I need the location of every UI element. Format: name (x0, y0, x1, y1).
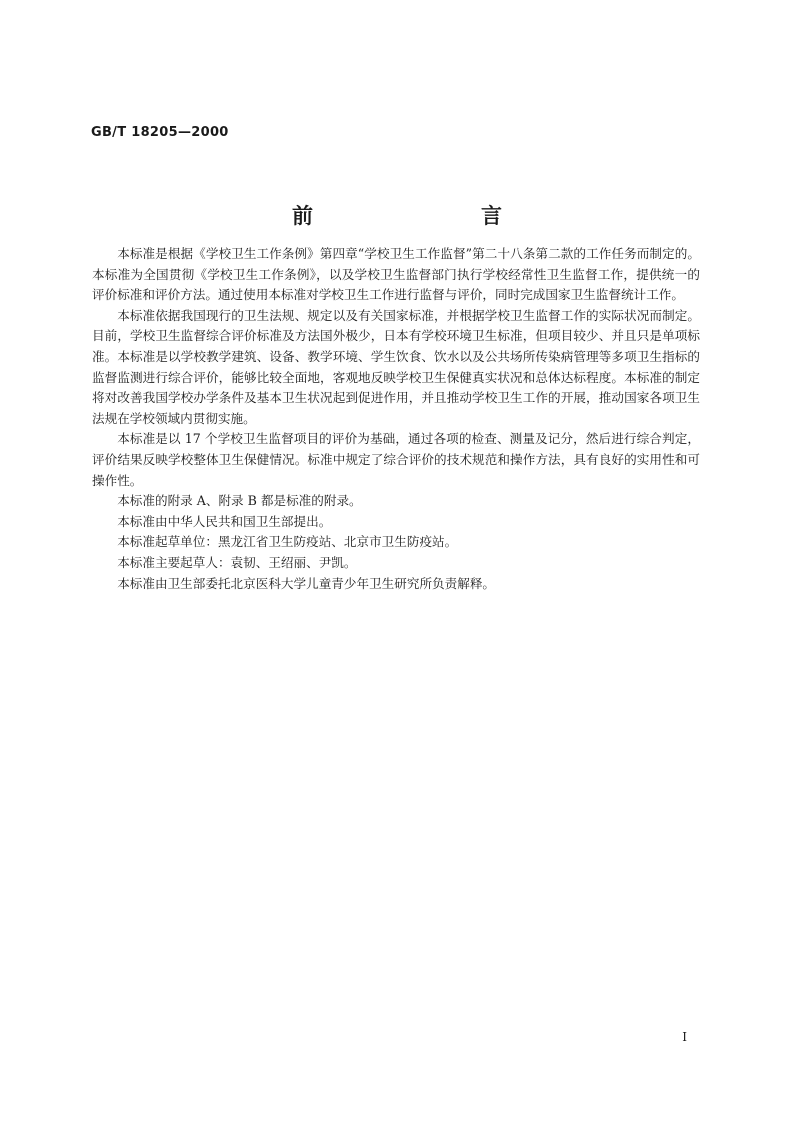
paragraph-3: 本标准是以 17 个学校卫生监督项目的评价为基础，通过各项的检查、测量及记分，然后进行综合判定，评价结果反映学校整体卫生保健情况。标准中规定了综合评价的技术规范和操作方法，具有良好的实用性和可操作性。 (92, 431, 700, 488)
paragraph-8: 本标准由卫生部委托北京医科大学儿童青少年卫生研究所负责解释。 (117, 575, 495, 591)
paragraph-5: 本标准由中华人民共和国卫生部提出。 (117, 513, 332, 529)
paragraph-4: 本标准的附录 A、附录 B 都是标准的附录。 (117, 493, 362, 509)
standard-code: GB/T 18205—2000 (91, 125, 229, 140)
paragraph-7: 本标准主要起草人：袁韧、王绍丽、尹凯。 (117, 554, 357, 570)
body-text (92, 244, 700, 594)
paragraph-2: 本标准依据我国现行的卫生法规、规定以及有关国家标准，并根据学校卫生监督工作的实际状况而制定。目前，学校卫生监督综合评价标准及方法国外极少，日本有学校环境卫生标准，但项目较少、并且只是单项标准。本标准是以学校教学建筑、设备、教学环境、学生饮食、饮水以及公共场所传染病管理等多项卫生指标的监督监测进行综合评价，能够比较全面地，客观地反映学校卫生保健真实状况和总体达标程度。本标准的制定将对改善我国学校办学条件及基本卫生状况起到促进作用，并且推动学校卫生工作的开展，推动国家各项卫生法规在学校领域内贯彻实施。 (92, 307, 700, 426)
page-title: 前 言 (292, 204, 544, 228)
paragraph-6: 本标准起草单位：黑龙江省卫生防疫站、北京市卫生防疫站。 (117, 534, 458, 550)
page-number: I (682, 1030, 687, 1044)
paragraph-1: 本标准是根据《学校卫生工作条例》第四章“学校卫生工作监督”第二十八条第二款的工作任务而制定的。本标准为全国贯彻《学校卫生工作条例》，以及学校卫生监督部门执行学校经常性卫生监督工作，提供统一的评价标准和评价方法。通过使用本标准对学校卫生工作进行监督与评价，同时完成国家卫生监督统计工作。 (92, 246, 700, 303)
